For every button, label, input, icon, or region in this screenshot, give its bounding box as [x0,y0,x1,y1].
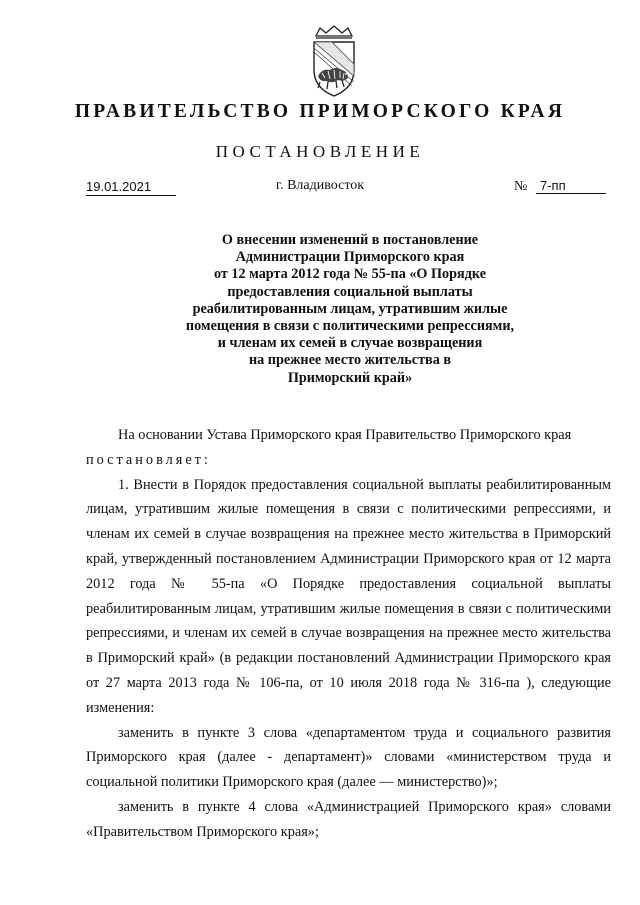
number-value: 7-пп [536,178,606,194]
number-sign: № [514,179,528,194]
title-line: и членам их семей в случае возвращения [217,335,483,352]
change-1-paragraph: заменить в пункте 3 слова «департаментом труда и социального развития Приморского края (далее - департамент)» словами «министерством труда и социальной политики Приморского края (далее — министерство)»; [86,724,611,791]
document-date: 19.01.2021 [86,179,176,196]
title-line: О внесении изменений в постановление [221,232,479,248]
title-line: реабилитированным лицам, утратившим жилые [192,300,508,317]
title-line: на прежнее место жительства в [248,352,452,369]
coat-of-arms-icon [302,24,366,98]
document-number [514,178,608,195]
organization-name: ПРАВИТЕЛЬСТВО ПРИМОРСКОГО КРАЯ [74,101,566,122]
change-2-paragraph: заменить в пункте 4 слова «Администрацией Приморского края» словами «Правительством Приморского края»; [86,798,611,840]
document-title [120,232,580,387]
preamble-paragraph: На основании Устава Приморского края Правительство Приморского края [118,427,572,443]
title-line: от 12 марта 2012 года № 55-па «О Порядке [213,266,486,283]
document-type: ПОСТАНОВЛЕНИЕ [215,142,425,161]
title-line: помещения в связи с политическими репрессиями, [185,318,515,335]
decree-word: постановляет: [86,451,211,468]
title-line: предоставления социальной выплаты [227,283,473,300]
document-body [86,423,611,845]
clause-1-paragraph: 1. Внести в Порядок предоставления социальной выплаты реабилитированным лицам, утратившим жилые помещения в связи с политическими репрессиями, и членам их семей в случае возвращения на прежнее место жительства в Приморский край, утвержденный постановлением Администрации Приморского края от 12 марта 2012 года № 55-па «О Порядке предоставления социальной выплаты реабилитированным лицам, утратившим жилые помещения в связи с политическими репрессиями, и членам их семей в случае возвращения на прежнее место жительства в Приморский край» (в редакции постановлений Администрации Приморского края от 27 марта 2013 года № 106-па, от 10 июля 2018 года № 316-па ), следующие изменения: [86,476,611,716]
title-line: Приморский край» [287,369,413,386]
title-line: Администрации Приморского края [235,249,465,266]
document-city: г. Владивосток [275,178,365,193]
